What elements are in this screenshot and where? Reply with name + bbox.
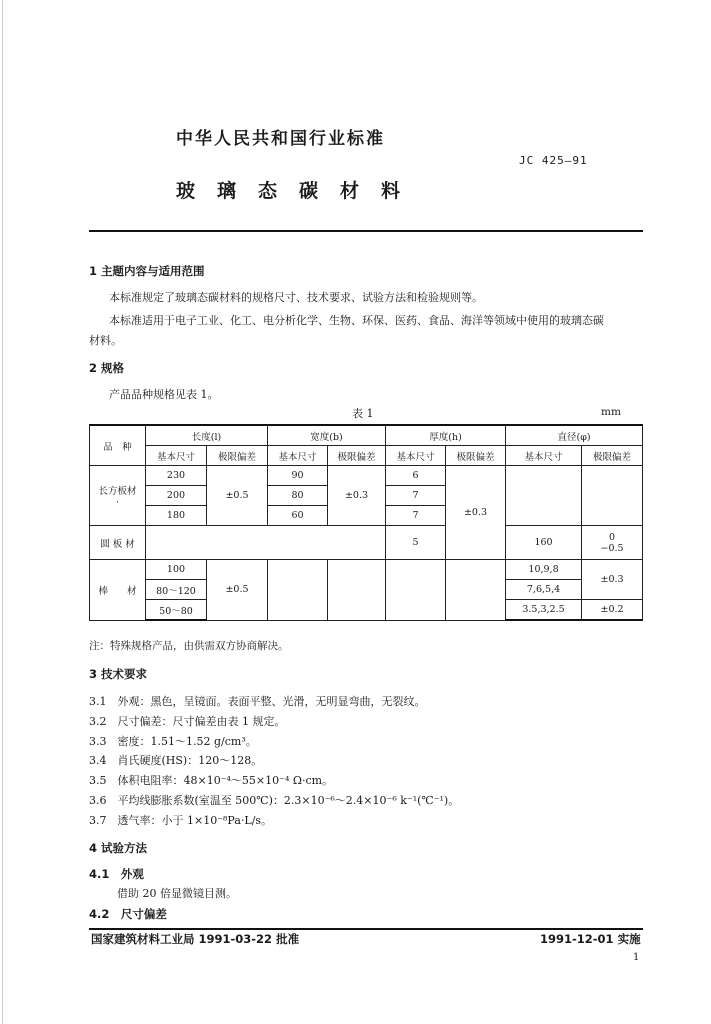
req-text: 平均线膨胀系数(室温至 500℃)：2.3×10⁻⁶～2.4×10⁻⁶ k⁻¹(℃⁻¹)。 [117,794,460,807]
table-caption: 表 1 [352,407,374,420]
section-4-2-heading: 4.2 尺寸偏差 [89,907,167,921]
disc-empty-cells [146,526,386,560]
disc-label: 圆 板 材 [90,526,146,560]
approval-line: 国家建筑材料工业局 1991-03-22 批准 [91,932,300,946]
req-num: 3.1 [89,695,107,708]
req-3-6 [89,792,459,808]
subheader-basic: 基本尺寸 [506,446,582,466]
plate-width-cell: 90 [268,466,328,486]
header-length: 长度(l) [146,425,268,446]
disc-tol-lower: −0.5 [600,542,624,554]
effective-date: 1991-12-01 实施 [540,932,641,946]
disc-tol-upper: 0 [609,531,616,543]
section-4-1-text: 借助 20 倍显微镜目测。 [117,887,237,900]
req-num: 3.4 [89,754,107,767]
rod-thickness-empty [386,560,446,621]
req-text: 尺寸偏差：尺寸偏差由表 1 规定。 [117,715,286,728]
rod-thickness-tol-empty [446,560,506,621]
rod-diameter-tolerance-2: ±0.2 [582,600,643,621]
spec-table [89,424,643,621]
header-width: 宽度(b) [268,425,386,446]
plate-length-cell: 200 [146,486,207,506]
rod-length-cell: 80～120 [146,580,207,600]
plate-width-tolerance: ±0.3 [328,466,386,526]
table-unit: mm [601,406,621,418]
plate-thickness-cell: 6 [386,466,446,486]
plate-diameter-tol-empty [582,466,643,526]
req-text: 透气率：小于 1×10⁻⁸Pa·L/s。 [117,814,273,827]
plate-thickness-cell: 7 [386,486,446,506]
req-3-2 [89,713,286,729]
section-2-intro: 产品品种规格见表 1。 [109,388,219,401]
req-text: 外观：黑色，呈镜面。表面平整、光滑，无明显弯曲，无裂纹。 [117,695,426,708]
plate-length-tolerance: ±0.5 [207,466,268,526]
req-num: 3.6 [89,794,107,807]
standard-code: JC 425—91 [519,154,588,167]
req-3-4 [89,752,262,768]
section-3-heading: 3 技术要求 [89,667,148,681]
req-num: 3.2 [89,715,107,728]
header-rule [89,230,643,232]
req-3-3 [89,733,257,749]
subheader-basic: 基本尺寸 [386,446,446,466]
plate-diameter-empty [506,466,582,526]
disc-thickness: 5 [386,526,446,560]
plate-thickness-cell: 7 [386,506,446,526]
req-num: 3.7 [89,814,107,827]
footer-rule [89,928,643,930]
scan-edge [2,0,3,1024]
section-1-paragraph-2-cont: 材料。 [89,334,122,347]
req-num: 3.5 [89,774,107,787]
section-4-heading: 4 试验方法 [89,841,148,855]
plate-label: 长方板材 [98,486,137,497]
req-3-1 [89,693,426,709]
req-3-5 [89,772,333,788]
standard-title: 中华人民共和国行业标准 [176,129,385,149]
plate-length-cell: 230 [146,466,207,486]
row-plate-label [90,466,146,526]
req-3-7 [89,812,272,828]
rod-width-empty [268,560,328,621]
header-diameter: 直径(φ) [506,425,643,446]
disc-diameter: 160 [506,526,582,560]
rod-length-cell: 100 [146,560,207,580]
section-1-paragraph-1: 本标准规定了玻璃态碳材料的规格尺寸、技术要求、试验方法和检验规则等。 [109,291,483,304]
disc-diameter-tolerance [582,526,643,560]
plate-width-cell: 80 [268,486,328,506]
subheader-tolerance: 极限偏差 [328,446,386,466]
section-1-paragraph-2: 本标准适用于电子工业、化工、电分析化学、生物、环保、医药、食品、海洋等领域中使用的玻璃态碳 [109,314,604,327]
header-variety: 品 种 [90,425,146,466]
req-text: 肖氏硬度(HS)：120～128。 [117,754,263,767]
subheader-tolerance: 极限偏差 [582,446,643,466]
rod-length-cell: 50～80 [146,600,207,621]
rod-label: 棒 材 [90,560,146,621]
rod-diameter-cell: 3.5,3,2.5 [506,600,582,621]
subheader-tolerance: 极限偏差 [446,446,506,466]
header-thickness: 厚度(h) [386,425,506,446]
rod-diameter-cell: 7,6,5,4 [506,580,582,600]
plate-dot: · [115,497,120,508]
rod-diameter-cell: 10,9,8 [506,560,582,580]
table-note: 注：特殊规格产品，由供需双方协商解决。 [89,640,289,652]
document-title: 玻璃态碳材料 [176,180,423,202]
plate-length-cell: 180 [146,506,207,526]
rod-diameter-tolerance-1: ±0.3 [582,560,643,600]
rod-width-tol-empty [328,560,386,621]
req-text: 密度：1.51～1.52 g/cm³。 [117,735,257,748]
thickness-tolerance: ±0.3 [446,466,506,560]
subheader-tolerance: 极限偏差 [207,446,268,466]
plate-width-cell: 60 [268,506,328,526]
req-num: 3.3 [89,735,107,748]
section-1-heading: 1 主题内容与适用范围 [89,264,205,278]
rod-length-tolerance: ±0.5 [207,560,268,621]
section-2-heading: 2 规格 [89,361,125,375]
page-number: 1 [633,952,640,963]
section-4-1-heading: 4.1 外观 [89,867,144,881]
req-text: 体积电阻率：48×10⁻⁴～55×10⁻⁴ Ω·cm。 [117,774,334,787]
subheader-basic: 基本尺寸 [146,446,207,466]
subheader-basic: 基本尺寸 [268,446,328,466]
